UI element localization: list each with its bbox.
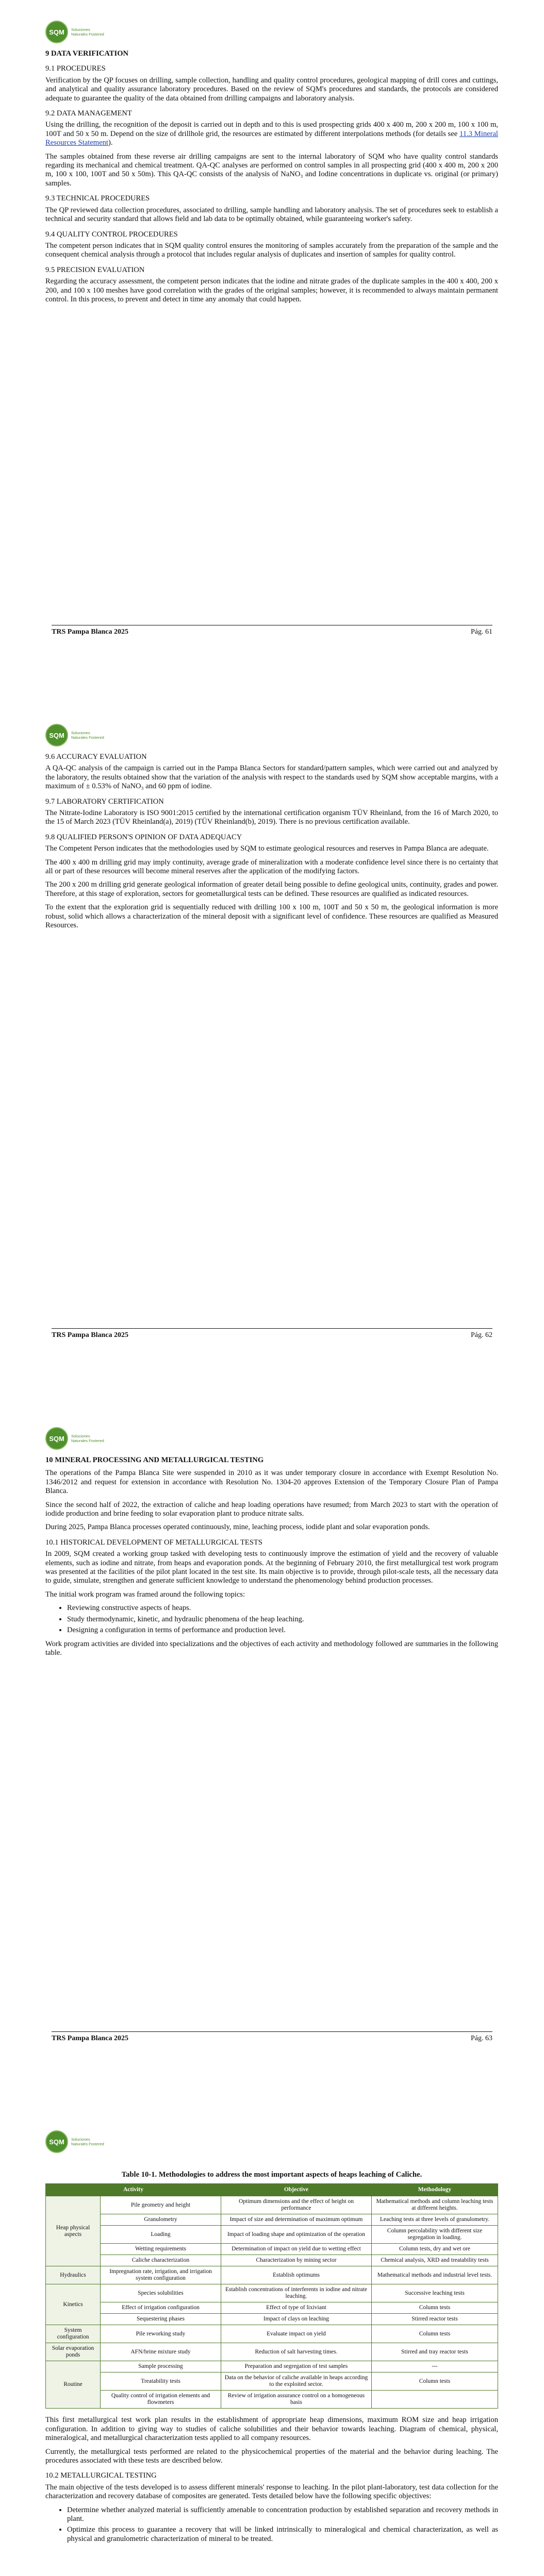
logo-mark: SQM bbox=[45, 21, 68, 43]
cell-objective: Establish optimums bbox=[221, 2266, 371, 2284]
cell-activity: Heap physical aspects bbox=[46, 2196, 101, 2266]
cell-sub-activity: Sample processing bbox=[101, 2361, 221, 2372]
paragraph: The QP reviewed data collection procedures, associated to drilling, sample handling and laboratory analysis. The set of procedures seek to establish a technical and security standard that allows field and lab data to be optimally obtained, while guaranteeing worker's safety. bbox=[45, 206, 498, 224]
bullet-list bbox=[45, 2506, 498, 2544]
footer-title: TRS Pampa Blanca 2025 bbox=[52, 2035, 128, 2042]
subsection-heading: 9.8 QUALIFIED PERSON'S OPINION OF DATA ADEQUACY bbox=[45, 833, 242, 841]
paragraph: To the extent that the exploration grid is sequentially reduced with drilling 100 x 100 m, 100T and 50 x 50 m, the geological information is more robust, solid which allows a characterization of the mineral deposit with a significant level of confidence. These resources are qualified as Measured Resources. bbox=[45, 903, 498, 930]
cell-sub-activity: Wetting requirements bbox=[101, 2244, 221, 2255]
paragraph: The operations of the Pampa Blanca Site were suspended in 2010 as it was under temporary closure in accordance with Exempt Resolution No. 1346/2012 and request for extension in accordance with Resolution No. 1304-20 approves Extension of the Temporary Closure Plan of Pampa Blanca. bbox=[45, 1469, 498, 1496]
cell-activity: Solar evaporation ponds bbox=[46, 2343, 101, 2361]
company-logo bbox=[45, 21, 107, 43]
table-row bbox=[46, 2314, 498, 2325]
cell-methodology bbox=[371, 2391, 498, 2409]
paragraph: During 2025, Pampa Blanca processes operated continuously, mine, leaching process, iodide plant and solar evaporation ponds. bbox=[45, 1523, 430, 1532]
page-61 bbox=[0, 0, 544, 703]
cell-objective: Review of irrigation assurance control on a homogeneous basis bbox=[221, 2391, 371, 2409]
page-content bbox=[45, 2171, 498, 2548]
cell-methodology: Column tests, dry and wet ore bbox=[371, 2244, 498, 2255]
cell-sub-activity: AFN/brine mixture study bbox=[101, 2343, 221, 2361]
table-caption: Table 10-1. Methodologies to address the most important aspects of heaps leaching of Caliche. bbox=[121, 2171, 422, 2179]
cell-sub-activity: Effect of irrigation configuration bbox=[101, 2302, 221, 2314]
paragraph: The samples obtained from these reverse air drilling campaigns are sent to the internal laboratory of SQM who have quality control standards regarding its mechanical and chemical treatment. QA-QC analyses are performed on control samples in all prospecting grid (400 x 400 m, 200 x 200 m, 100 x 100, 100T and 50 x 50m). This QA-QC consists of the analysis of NaNO₃ and Iodine concentrations in duplicate vs. original (or primary) samples. bbox=[45, 152, 498, 188]
cell-methodology: Column tests bbox=[371, 2302, 498, 2314]
list-item: • Optimize this process to guarantee a recovery that will be linked intrinsically to mineralogical and chemical characterization, as well as physical and granulometric characterization of mineral to be treated. bbox=[67, 2526, 498, 2544]
cell-methodology: Column tests bbox=[371, 2325, 498, 2343]
cell-objective: Characterization by mining sector bbox=[221, 2255, 371, 2266]
table-row bbox=[46, 2325, 498, 2343]
subsection-heading: 9.7 LABORATORY CERTIFICATION bbox=[45, 797, 164, 806]
cell-objective: Impact of clays on leaching bbox=[221, 2314, 371, 2325]
cell-methodology: Stirred reactor tests bbox=[371, 2314, 498, 2325]
logo-mark: SQM bbox=[45, 1427, 68, 1450]
paragraph: The initial work program was framed around the following topics: bbox=[45, 1590, 245, 1599]
cell-methodology: Chemical analysis, XRD and treatability tests bbox=[371, 2255, 498, 2266]
page-63 bbox=[0, 1406, 544, 2110]
cell-sub-activity: Sequestering phases bbox=[101, 2314, 221, 2325]
paragraph: In 2009, SQM created a working group tasked with developing tests to continuously improve the estimation of yield and the recovery of valuable elements, such as iodine and nitrate, from heaps and evaporation ponds. At the beginning of February 2010, the first metallurgical test work program was presented at the facilities of the pilot plant located in the test site. Its main objective is to provide, through pilot-scale tests, all the necessary data to guide, simulate, strengthen and generate sufficient knowledge to understand the phenomenology behind production processes. bbox=[45, 1550, 498, 1585]
list-item: • Reviewing constructive aspects of heaps. bbox=[67, 1604, 498, 1613]
logo-text: Soluciones Naturales Fostered bbox=[71, 731, 104, 740]
cell-activity: System configuration bbox=[46, 2325, 101, 2343]
logo-mark: SQM bbox=[45, 2130, 68, 2153]
header-objective: Objective bbox=[221, 2184, 371, 2196]
logo-text: Soluciones Naturales Fostered bbox=[71, 2137, 104, 2146]
table-header-row bbox=[46, 2184, 498, 2196]
resources-statement-link[interactable]: 11.3 Mineral Resources Statement bbox=[45, 129, 498, 147]
cell-objective: Impact of size and determination of maximum optimum bbox=[221, 2214, 371, 2226]
list-item: • Determine whether analyzed material is sufficiently amenable to concentration production by established separation and recovery methods in plant. bbox=[67, 2506, 498, 2524]
cell-methodology: --- bbox=[371, 2361, 498, 2372]
paragraph bbox=[45, 121, 498, 147]
cell-activity: Routine bbox=[46, 2361, 101, 2409]
page-footer bbox=[52, 2031, 492, 2043]
cell-objective: Impact of loading shape and optimization of the operation bbox=[221, 2226, 371, 2244]
page-footer bbox=[52, 625, 492, 636]
cell-objective: Reduction of salt harvesting times. bbox=[221, 2343, 371, 2361]
methodology-table bbox=[45, 2183, 498, 2409]
paragraph: The 200 x 200 m drilling grid generate geological information of greater detail being possible to define geological units, continuity, grades and power. Therefore, at this stage of exploration, sectors for geometallurgical tests can be defined. These resources are qualified as indicated resources. bbox=[45, 880, 498, 898]
cell-methodology: Leaching tests at three levels of granulometry. bbox=[371, 2214, 498, 2226]
cell-methodology: Successive leaching tests bbox=[371, 2284, 498, 2302]
subsection-heading: 9.2 DATA MANAGEMENT bbox=[45, 109, 132, 118]
page-64 bbox=[0, 2110, 544, 2576]
company-logo bbox=[45, 1427, 107, 1450]
list-item: • Designing a configuration in terms of performance and production level. bbox=[67, 1626, 498, 1635]
paragraph: A QA-QC analysis of the campaign is carried out in the Pampa Blanca Sectors for standard/pattern samples, which were carried out and analyzed by the laboratory, the results obtained show that the variation of the analysis with respect to the standards used by SQM show acceptable margins, with a maximum of ± 0.53% of NaNO₃ and 60 ppm of iodine. bbox=[45, 764, 498, 791]
cell-methodology: Mathematical methods and industrial level tests. bbox=[371, 2266, 498, 2284]
cell-objective: Preparation and segregation of test samples bbox=[221, 2361, 371, 2372]
cell-methodology: Stirred and tray reactor tests bbox=[371, 2343, 498, 2361]
cell-objective: Determination of impact on yield due to wetting effect bbox=[221, 2244, 371, 2255]
table-row bbox=[46, 2196, 498, 2214]
footer-title: TRS Pampa Blanca 2025 bbox=[52, 1331, 128, 1339]
paragraph: Work program activities are divided into specializations and the objectives of each activity and methodology followed are summaries in the following table. bbox=[45, 1639, 498, 1657]
table-body bbox=[46, 2196, 498, 2409]
subsection-heading: 9.1 PROCEDURES bbox=[45, 64, 106, 73]
table-row bbox=[46, 2226, 498, 2244]
section-heading: 9 DATA VERIFICATION bbox=[45, 49, 129, 58]
subsection-heading: 10.2 METALLURGICAL TESTING bbox=[45, 2471, 157, 2480]
cell-objective: Establish concentrations of interferents in iodine and nitrate leaching. bbox=[221, 2284, 371, 2302]
paragraph-text: Using the drilling, the recognition of the deposit is carried out in depth and to this is used prospecting grids 400 x 400 m, 200 x 200 m, 100 x 100 m, 100T and 50 x 50 m. Depend on the size of drillhole grid, the resources are estimated by different interpolations methods (for details see bbox=[45, 121, 498, 138]
page-footer bbox=[52, 1328, 492, 1340]
table-row bbox=[46, 2214, 498, 2226]
cell-objective: Data on the behavior of caliche available in heaps according to the exploited sector. bbox=[221, 2372, 371, 2391]
cell-methodology: Mathematical methods and column leaching tests at different heights. bbox=[371, 2196, 498, 2214]
logo-mark: SQM bbox=[45, 724, 68, 747]
bullet-list bbox=[45, 1604, 498, 1635]
cell-sub-activity: Pile reworking study bbox=[101, 2325, 221, 2343]
cell-sub-activity: Loading bbox=[101, 2226, 221, 2244]
list-item: • Study thermodynamic, kinetic, and hydraulic phenomena of the heap leaching. bbox=[67, 1615, 498, 1624]
cell-sub-activity: Impregnation rate, irrigation, and irrigation system configuration bbox=[101, 2266, 221, 2284]
company-logo bbox=[45, 724, 107, 747]
paragraph: Since the second half of 2022, the extraction of caliche and heap loading operations have resumed; from March 2023 to start with the operation of iodide production and brine feeding to solar evaporation plant to produce nitrate salts. bbox=[45, 1500, 498, 1518]
page-content bbox=[45, 1456, 498, 1662]
cell-activity: Kinetics bbox=[46, 2284, 101, 2325]
table-row bbox=[46, 2391, 498, 2409]
company-logo bbox=[45, 2130, 107, 2153]
page-62 bbox=[0, 703, 544, 1406]
page-number: Pág. 63 bbox=[471, 2035, 492, 2042]
table-row bbox=[46, 2343, 498, 2361]
table-row bbox=[46, 2255, 498, 2266]
cell-sub-activity: Species solubilities bbox=[101, 2284, 221, 2302]
page-number: Pág. 61 bbox=[471, 628, 492, 636]
paragraph: The Nitrate-Iodine Laboratory is ISO 9001:2015 certified by the international certification organism TÜV Rheinland, from the 16 of March 2020, to the 15 of March 2023 (TÜV Rheinland(a), 2019) (TÜV Rheinland(b), 2019). There is no previous certification available. bbox=[45, 809, 498, 826]
cell-objective: Optimum dimensions and the effect of height on performance bbox=[221, 2196, 371, 2214]
cell-methodology: Column tests bbox=[371, 2372, 498, 2391]
subsection-heading: 9.5 PRECISION EVALUATION bbox=[45, 265, 145, 274]
paragraph: This first metallurgical test work plan results in the establishment of appropriate heap dimensions, maximum ROM size and heap irrigation configuration. In addition to giving way to studies of caliche solubilities and their behavior towards leaching. Diagram of chemical, physical, mineralogical, and metallurgical characterization tests applied to all company resources. bbox=[45, 2416, 498, 2443]
cell-sub-activity: Treatability tests bbox=[101, 2372, 221, 2391]
paragraph: Verification by the QP focuses on drilling, sample collection, handling and quality control procedures, geological mapping of drill cores and cuttings, and analytical and quality assurance laboratory procedures. Based on the review of SQM's procedures and standards, the protocols are considered adequate to guarantee the quality of the data obtained from drilling campaigns and laboratory analysis. bbox=[45, 76, 498, 103]
cell-sub-activity: Caliche characterization bbox=[101, 2255, 221, 2266]
paragraph: Regarding the accuracy assessment, the competent person indicates that the iodine and nitrate grades of the duplicate samples in the 400 x 400, 200 x 200, and 100 x 100 meshes have good correlation with the grades of the original samples; however, it is recommended to always maintain permanent control. In this process, to prevent and detect in time any anomaly that could happen. bbox=[45, 277, 498, 303]
cell-objective: Evaluate impact on yield bbox=[221, 2325, 371, 2343]
paragraph-text: ). bbox=[108, 139, 113, 147]
section-heading: 10 MINERAL PROCESSING AND METALLURGICAL TESTING bbox=[45, 1456, 264, 1464]
cell-methodology: Column percolability with different size segregation in loading. bbox=[371, 2226, 498, 2244]
header-methodology: Methodology bbox=[371, 2184, 498, 2196]
paragraph: The main objective of the tests developed is to assess different minerals' response to leaching. In the pilot plant-laboratory, test data collection for the characterization and recovery database of composites are generated. Tests detailed below have the following specific objectives: bbox=[45, 2483, 498, 2501]
table-row bbox=[46, 2244, 498, 2255]
table-row bbox=[46, 2266, 498, 2284]
paragraph: Currently, the metallurgical tests performed are related to the physicochemical properties of the material and the behavior during leaching. The procedures associated with these tests are described below. bbox=[45, 2447, 498, 2465]
paragraph: The competent person indicates that in SQM quality control ensures the monitoring of samples accurately from the preparation of the sample and the consequent chemical analysis through a protocol that includes regular analysis of duplicates and insertion of samples for quality control. bbox=[45, 241, 498, 259]
table-row bbox=[46, 2361, 498, 2372]
logo-text: Soluciones Naturales Fostered bbox=[71, 27, 104, 37]
page-content bbox=[45, 49, 498, 309]
table-row bbox=[46, 2372, 498, 2391]
subsection-heading: 9.4 QUALITY CONTROL PROCEDURES bbox=[45, 230, 178, 239]
footer-title: TRS Pampa Blanca 2025 bbox=[52, 628, 128, 636]
logo-text: Soluciones Naturales Fostered bbox=[71, 1434, 104, 1443]
paragraph: The Competent Person indicates that the methodologies used by SQM to estimate geological resources and reserves in Pampa Blanca are adequate. bbox=[45, 844, 489, 853]
cell-sub-activity: Quality control of irrigation elements and flowmeters bbox=[101, 2391, 221, 2409]
page-content bbox=[45, 753, 498, 935]
paragraph: The 400 x 400 m drilling grid may imply continuity, average grade of mineralization with a moderate confidence level since there is no certainty that all or part of these resources will become mineral reserves after the application of the modifying factors. bbox=[45, 858, 498, 876]
subsection-heading: 10.1 HISTORICAL DEVELOPMENT OF METALLURGICAL TESTS bbox=[45, 1538, 262, 1547]
header-activity: Activity bbox=[46, 2184, 221, 2196]
subsection-heading: 9.6 ACCURACY EVALUATION bbox=[45, 753, 147, 761]
cell-sub-activity: Pile geometry and height bbox=[101, 2196, 221, 2214]
page-number: Pág. 62 bbox=[471, 1331, 492, 1339]
cell-objective: Effect of type of lixiviant bbox=[221, 2302, 371, 2314]
table-row bbox=[46, 2302, 498, 2314]
cell-activity: Hydraulics bbox=[46, 2266, 101, 2284]
subsection-heading: 9.3 TECHNICAL PROCEDURES bbox=[45, 194, 150, 203]
cell-sub-activity: Granulometry bbox=[101, 2214, 221, 2226]
table-row bbox=[46, 2284, 498, 2302]
